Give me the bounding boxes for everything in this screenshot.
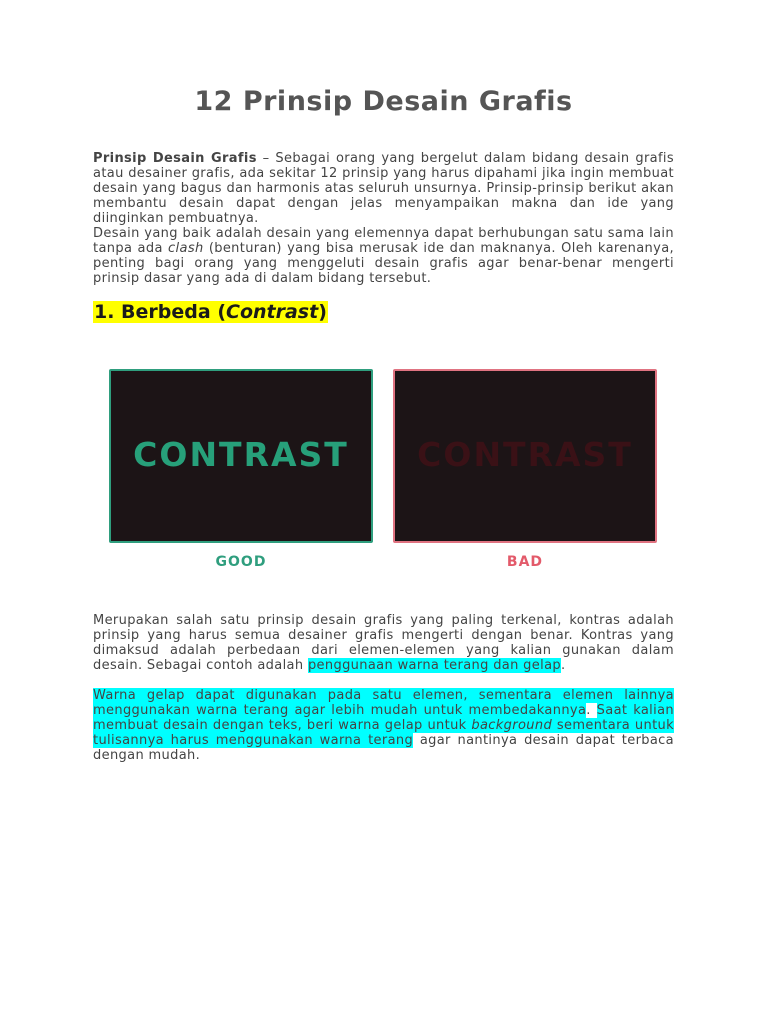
heading-suffix: ) [318,301,327,323]
body-paragraph-1 [93,613,674,673]
highlighted-text-2b: sementara untuk tulisannya harus menggunakan warna terang [93,718,674,748]
intro-lead: Prinsip Desain Grafis [93,151,257,166]
intro-paragraph-2 [93,226,674,286]
good-contrast-word: CONTRAST [133,435,349,474]
good-caption: GOOD [215,554,267,570]
good-example-panel [109,369,373,543]
intro-dash: – [256,151,276,166]
highlighted-italic: background [471,718,553,733]
highlighted-text-2a: Saat kalian membuat desain dengan teks, beri warna gelap untuk [93,703,675,733]
intro-paragraph [93,151,674,226]
page-title: 12 Prinsip Desain Grafis [194,86,573,117]
section-heading-contrast [93,300,328,324]
heading-prefix: 1. Berbeda ( [94,301,226,323]
body-text-end: . [561,658,566,673]
body-text-end-2: agar nantinya desain dapat terbaca dengan mudah. [93,733,674,763]
highlighted-text: penggunaan warna terang dan gelap [307,658,562,673]
intro-text-2a: Desain yang baik adalah desain yang elemennya dapat berhubungan satu sama lain tanpa ada [93,226,674,256]
contrast-figure [109,366,662,578]
bad-example-panel [393,369,657,543]
intro-text-2b: (benturan) yang bisa merusak ide dan maknanya. Oleh karenanya, penting bagi orang yang menggeluti desain grafis agar benar-benar mengerti prinsip dasar yang ada di dalam bidang tersebut. [93,241,674,286]
heading-highlight [93,301,328,323]
body-paragraph-2 [93,688,674,763]
bad-contrast-word: CONTRAST [417,435,633,474]
intro-clash: clash [168,241,204,256]
body-dot: . [586,703,597,718]
highlighted-text-1: Warna gelap dapat digunakan pada satu elemen, sementara elemen lainnya menggunakan warna terang agar lebih mudah untuk membedakannya [93,688,674,718]
heading-italic: Contrast [226,301,319,323]
bad-caption: BAD [506,554,544,570]
intro-text: Sebagai orang yang bergelut dalam bidang desain grafis atau desainer grafis, ada sekitar 12 prinsip yang harus dipahami jika ingin membuat desain yang bagus dan harmonis atas seluruh unsurnya. Prinsip-prinsip berikut akan membantu desain dapat dengan jelas menyampaikan makna dan ide yang diinginkan pembuatnya. [93,151,674,226]
body-text: Merupakan salah satu prinsip desain grafis yang paling terkenal, kontras adalah prinsip yang harus semua desainer grafis mengerti dengan benar. Kontras yang dimaksud adalah perbedaan dari elemen-elemen yang kalian gunakan dalam desain. Sebagai contoh adalah [93,613,674,673]
